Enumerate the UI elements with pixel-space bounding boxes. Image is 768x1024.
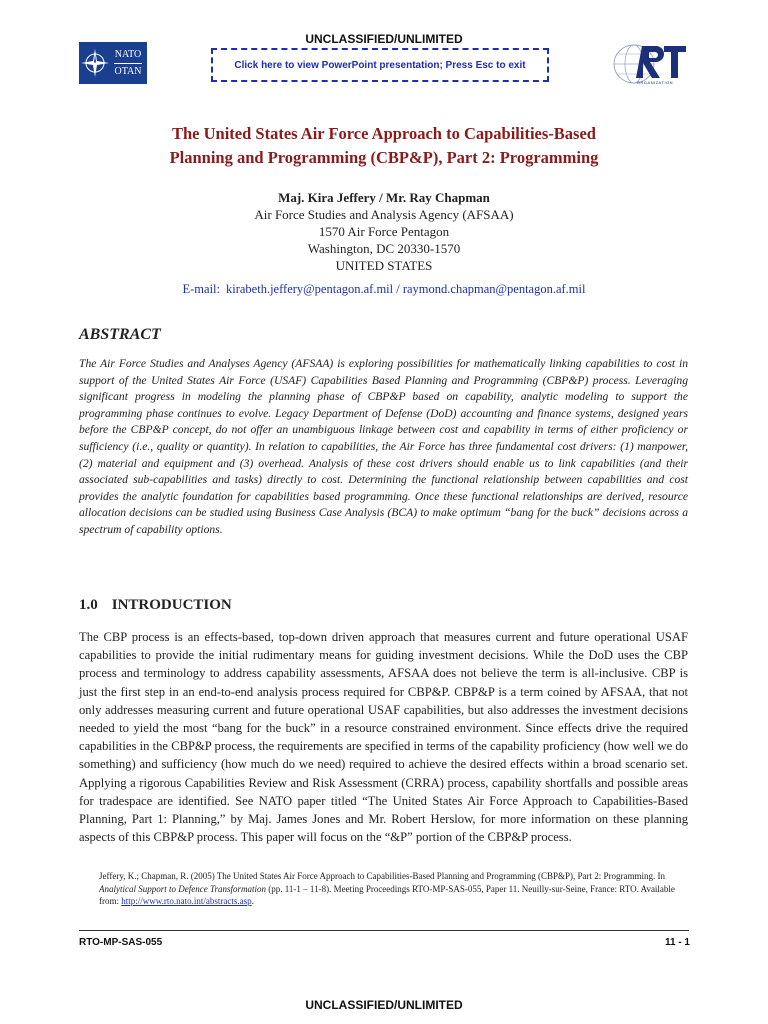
section-title: INTRODUCTION: [111, 597, 232, 613]
affiliation-line: 1570 Air Force Pentagon: [318, 224, 450, 239]
affiliation-line: Washington, DC 20330-1570: [307, 241, 461, 256]
email-addresses[interactable]: kirabeth.jeffery@pentagon.af.mil / raymond.chapman@pentagon.af.mil: [226, 282, 586, 296]
paper-title-line2: Planning and Programming (CBP&P), Part 2: Programming: [169, 148, 599, 167]
paper-title: [80, 122, 688, 170]
nato-logo-line1: NATO: [114, 48, 142, 60]
classification-banner-top: UNCLASSIFIED/UNLIMITED: [305, 32, 463, 46]
nato-logo-line2: OTAN: [114, 65, 142, 77]
abstract-heading: ABSTRACT: [79, 326, 161, 343]
nato-logo: [79, 42, 147, 84]
footnote-citation-part3: .: [251, 896, 254, 906]
email-label: E-mail:: [182, 282, 220, 296]
author-block: [80, 189, 688, 274]
introduction-text: The CBP process is an effects-based, top-down driven approach that measures current and future operational USAF capabilities to provide the initial rudimentary means for guiding investment decisions. While the DoD uses the CBP process and terminology to address capability assessments, AFSAA does not believe the term is all-inclusive. CBP is just the first step in an end-to-end analysis process required for CBP&P. CBP&P is a term coined by AFSAA, that not only addresses measuring current and future operational USAF capabilities, but also addresses the investment decisions needed to yield the most “bang for the buck” in a resource constrained environment. Since effects drive the required capabilities in the CBP&P process, the requirements are specified in terms of the capability proficiency (how well we do something) and sufficiency (how much do we need) required to achieve the desired effects within a broad scenario set. Applying a rigorous Capabilities Review and Risk Assessment (CRRA) process, capability shortfalls and possible areas for tradespace are identified. See NATO paper titled “The United States Air Force Approach to Capabilities-Based Planning, Part 1: Planning,” by Maj. James Jones and Mr. Robert Herslow, for more information on these planning aspects of this CBP&P process. This paper will focus on the “&P” portion of the CBP&P process.: [79, 630, 688, 845]
footnote-citation-part2: (pp. 11-1 – 11-8). Meeting Proceedings RTO-MP-SAS-055, Paper 11. Neuilly-sur-Seine, France: RTO. Available from:: [99, 883, 675, 906]
footer-document-id: RTO-MP-SAS-055: [79, 937, 163, 948]
powerpoint-presentation-link[interactable]: Click here to view PowerPoint presentation; Press Esc to exit: [211, 48, 549, 82]
section-number: 1.0: [79, 597, 98, 613]
email-line: [80, 282, 688, 297]
footnote-citation-part1: Jeffery, K.; Chapman, R. (2005) The United States Air Force Approach to Capabilities-Based Planning and Programming (CBP&P), Part 2: Programming. In: [99, 871, 666, 881]
section-heading-introduction: [79, 597, 232, 614]
citation-footnote: [99, 870, 689, 908]
nato-compass-star-icon: [79, 42, 111, 84]
nato-logo-text: [111, 49, 145, 78]
footer-page-number: 11 - 1: [664, 937, 690, 948]
abstract-text: The Air Force Studies and Analyses Agency (AFSAA) is exploring possibilities for mathematically linking capabilities to cost in support of the United States Air Force (USAF) Capabilities Based Planning and Programming (CBP&P) process. Leveraging significant progress in modeling the planning phase of CBP&P based on capability, analytic modeling to support the programming phase continues to evolve. Legacy Department of Defense (DoD) accounting and finance systems, designed years before the CBP&P concept, do not offer an unambiguous linkage between cost and capability in terms of either proficiency or sufficiency (i.e., quality or quantity). In relation to capabilities, the Air Force has three fundamental cost drivers: (1) manpower, (2) material and equipment and (3) overhead. Analysis of these cost drivers should enable us to link capabilities (and their associated sub-capabilities and tasks) directly to cost. Determining the functional relationship between capabilities and cost provides the analytic foundation for capabilities based programming. Once these functional relationships are derived, resource allocation decisions can be studied using Business Case Analysis (BCA) to make optimum “bang for the buck” decisions across a spectrum of capability options.: [79, 357, 688, 536]
affiliation-line: Air Force Studies and Analysis Agency (AFSAA): [254, 207, 514, 222]
affiliation-line: UNITED STATES: [335, 258, 433, 273]
rto-logo-caption: ORGANIZATION: [636, 80, 674, 85]
footer-divider: [79, 930, 689, 931]
footnote-abstracts-link[interactable]: http://www.rto.nato.int/abstracts.asp: [121, 896, 252, 906]
author-names: Maj. Kira Jeffery / Mr. Ray Chapman: [278, 190, 490, 205]
footnote-book-title: Analytical Support to Defence Transformation: [99, 883, 266, 894]
classification-banner-bottom: UNCLASSIFIED/UNLIMITED: [305, 998, 463, 1012]
paper-title-line1: The United States Air Force Approach to Capabilities-Based: [172, 124, 596, 143]
